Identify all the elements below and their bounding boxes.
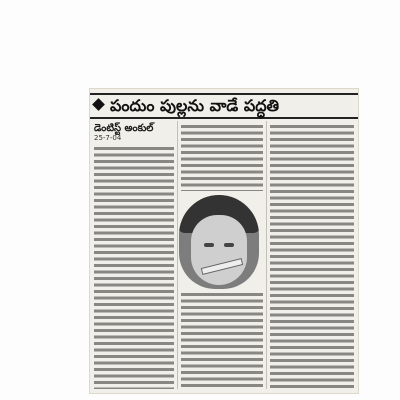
body-text-column-1 bbox=[94, 147, 174, 389]
column-name: డెంటిస్ట్ అంకుల్ bbox=[94, 123, 154, 134]
child-brushing-photo bbox=[179, 195, 259, 289]
byline-block bbox=[94, 123, 176, 143]
column-divider bbox=[266, 121, 267, 389]
body-text-column-2-top bbox=[181, 125, 263, 191]
article-headline: పందుం పుల్లను వాడే పద్ధతి bbox=[110, 96, 280, 115]
body-text-column-2-bottom bbox=[181, 293, 263, 389]
body-text-column-3 bbox=[270, 125, 354, 389]
newspaper-clipping bbox=[89, 88, 359, 394]
diamond-bullet-icon bbox=[92, 98, 105, 111]
headline-bar bbox=[90, 93, 358, 119]
publication-date: 25-7-04 bbox=[94, 134, 122, 142]
column-divider bbox=[177, 121, 178, 389]
